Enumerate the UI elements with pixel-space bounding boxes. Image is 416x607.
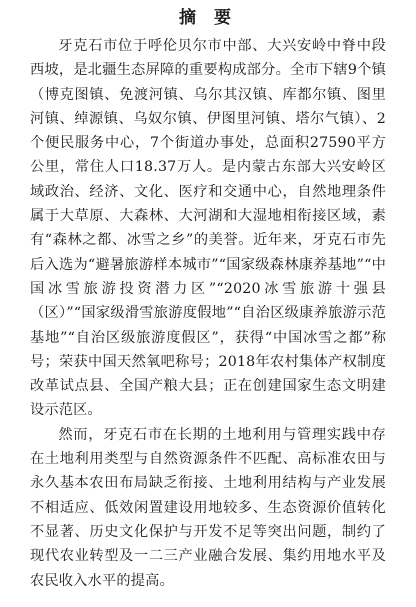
abstract-paragraph-2: 然而，牙克石市在长期的土地利用与管理实践中存在土地利用类型与自然资源条件不匹配、高标准农田与永久基本农田布局缺乏衔接、土地利用结构与产业发展不相适应、低效闲置建设用地较多、生态资源价值转化不显著、历史文化保护与开发不足等突出问题，制约了现代农业转型及一二三产业融合发展、集约用地水平及农民收入水平的提高。 bbox=[30, 426, 386, 589]
abstract-paragraph-1: 牙克石市位于呼伦贝尔市中部、大兴安岭中脊中段西坡，是北疆生态屏障的重要构成部分。全市下辖9个镇（博克图镇、免渡河镇、乌尔其汉镇、库都尔镇、图里河镇、绰源镇、乌奴尔镇、伊图里河镇、塔尔气镇）、2个便民服务中心，7个街道办事处，总面积27590平方公里，常住人口18.37万人。是内蒙古东部大兴安岭区域政治、经济、文化、医疗和交通中心，自然地理条件属于大草原、大森林、大河湖和大湿地相衔接区域，素有“森林之都、冰雪之乡”的美誉。近年来，牙克石市先后入选为“避暑旅游样本城市”“国家级森林康养基地”“中国冰雪旅游投资潜力区”“2020冰雪旅游十强县（区）”“国家级滑雪旅游度假地”“自治区级康养旅游示范基地”“自治区级旅游度假区”，获得“中国冰雪之都”称号；荣获中国天然氧吧称号；2018年农村集体产权制度改革试点县、全国产粮大县；正在创建国家生态文明建设示范区。 bbox=[30, 38, 386, 419]
abstract-heading: 摘 要 bbox=[179, 8, 237, 28]
